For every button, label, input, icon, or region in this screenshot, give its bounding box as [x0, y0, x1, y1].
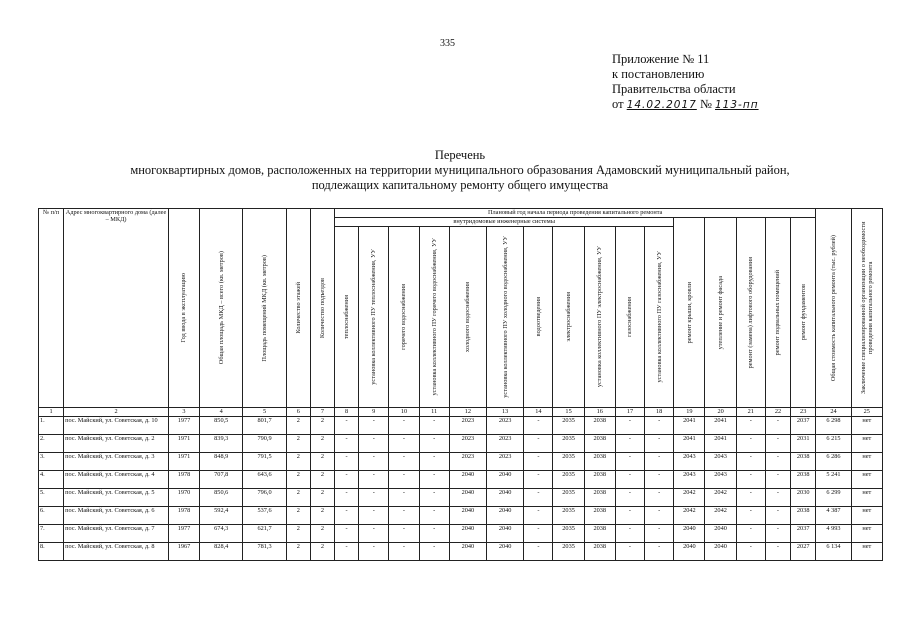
table-cell: 2: [310, 525, 334, 543]
table-cell: 707,8: [200, 471, 243, 489]
address-cell: пос. Майский, ул. Советская, д. 3: [64, 453, 169, 471]
table-cell: -: [765, 417, 790, 435]
table-cell: нет: [851, 507, 882, 525]
header-pu-heating: установка коллективного ПУ теплоснабжения, УУ: [359, 227, 389, 408]
table-cell: 2042: [705, 489, 736, 507]
column-number-cell: 10: [389, 408, 419, 417]
header-conclusion: Заключение специализированной организации о необходимости проведения капитального ремонта: [851, 209, 882, 408]
table-cell: -: [389, 525, 419, 543]
table-cell: 674,3: [200, 525, 243, 543]
column-number-cell: 4: [200, 408, 243, 417]
table-cell: 2043: [705, 471, 736, 489]
table-cell: 4 387: [816, 507, 851, 525]
table-cell: -: [419, 417, 449, 435]
header-heating: теплоснабжения: [335, 227, 359, 408]
table-cell: 2: [286, 543, 310, 561]
table-cell: -: [524, 417, 553, 435]
table-cell: -: [765, 489, 790, 507]
table-cell: 2: [310, 435, 334, 453]
table-cell: -: [736, 525, 765, 543]
table-row: [39, 453, 883, 471]
table-cell: -: [419, 543, 449, 561]
table-cell: 791,5: [243, 453, 286, 471]
table-cell: 2: [286, 471, 310, 489]
table-cell: -: [736, 453, 765, 471]
table-cell: 2038: [791, 507, 816, 525]
table-cell: 790,9: [243, 435, 286, 453]
table-cell: 537,6: [243, 507, 286, 525]
table-cell: -: [615, 417, 644, 435]
address-cell: пос. Майский, ул. Советская, д. 7: [64, 525, 169, 543]
number-value: 113-пп: [715, 99, 759, 111]
table-cell: 2041: [705, 417, 736, 435]
table-cell: -: [335, 471, 359, 489]
table-row: [39, 417, 883, 435]
table-cell: -: [359, 471, 389, 489]
table-cell: 2042: [674, 507, 705, 525]
table-cell: -: [736, 507, 765, 525]
table-cell: -: [524, 525, 553, 543]
header-year: Год ввода в эксплуатацию: [168, 209, 199, 408]
header-basement: ремонт подвальных помещений: [765, 218, 790, 408]
header-entrances: Количество подъездов: [310, 209, 334, 408]
table-cell: 2023: [449, 435, 486, 453]
column-number-cell: 16: [584, 408, 615, 417]
table-cell: -: [419, 489, 449, 507]
header-facade: утепление и ремонт фасада: [705, 218, 736, 408]
table-cell: 4.: [39, 471, 64, 489]
table-cell: 850,5: [200, 417, 243, 435]
table-cell: 848,9: [200, 453, 243, 471]
table-cell: -: [419, 471, 449, 489]
table-cell: -: [359, 525, 389, 543]
table-cell: 2040: [487, 525, 524, 543]
table-cell: 643,6: [243, 471, 286, 489]
table-cell: 2: [310, 453, 334, 471]
table-cell: -: [524, 543, 553, 561]
column-number-cell: 8: [335, 408, 359, 417]
header-cost: Общая стоимость капитального ремонта (тыс. рублей): [816, 209, 851, 408]
column-number-cell: 22: [765, 408, 790, 417]
table-cell: 2.: [39, 435, 64, 453]
table-row: [39, 543, 883, 561]
table-cell: 621,7: [243, 525, 286, 543]
table-cell: 1978: [168, 471, 199, 489]
table-cell: 2040: [705, 543, 736, 561]
table-cell: 2035: [553, 435, 584, 453]
table-cell: 1967: [168, 543, 199, 561]
table-cell: 796,0: [243, 489, 286, 507]
table-cell: нет: [851, 417, 882, 435]
table-cell: -: [645, 435, 674, 453]
header-foundation: ремонт фундаментов: [791, 218, 816, 408]
appendix-block: [612, 52, 759, 113]
table-cell: 6 286: [816, 453, 851, 471]
table-cell: 2: [286, 435, 310, 453]
table-cell: 850,6: [200, 489, 243, 507]
document-title: [60, 148, 860, 193]
table-cell: -: [419, 435, 449, 453]
table-cell: 839,3: [200, 435, 243, 453]
table-cell: нет: [851, 489, 882, 507]
header-roof: ремонт крыши, кровли: [674, 218, 705, 408]
table-cell: -: [765, 507, 790, 525]
table-cell: -: [765, 435, 790, 453]
table-cell: 2038: [584, 543, 615, 561]
table-cell: -: [359, 543, 389, 561]
table-cell: 2027: [791, 543, 816, 561]
title-line-3: подлежащих капитальному ремонту общего имущества: [311, 178, 609, 192]
table-cell: 2038: [791, 453, 816, 471]
table-cell: 2023: [449, 453, 486, 471]
table-cell: 2040: [487, 507, 524, 525]
table-cell: 2023: [449, 417, 486, 435]
column-number-cell: 11: [419, 408, 449, 417]
table-cell: 2: [310, 489, 334, 507]
table-cell: 5.: [39, 489, 64, 507]
table-cell: -: [335, 525, 359, 543]
table-cell: 6 134: [816, 543, 851, 561]
table-cell: 781,3: [243, 543, 286, 561]
table-cell: 1971: [168, 453, 199, 471]
table-cell: -: [419, 507, 449, 525]
table-cell: -: [389, 417, 419, 435]
table-cell: 2042: [674, 489, 705, 507]
address-cell: пос. Майский, ул. Советская, д. 2: [64, 435, 169, 453]
table-cell: 2040: [487, 471, 524, 489]
appendix-line-3: Правительства области: [612, 82, 736, 96]
header-premises-area: Площадь помещений МКД (кв. метров): [243, 209, 286, 408]
column-number-cell: 21: [736, 408, 765, 417]
table-cell: -: [335, 507, 359, 525]
table-cell: -: [645, 489, 674, 507]
table-cell: -: [765, 543, 790, 561]
table-cell: -: [359, 453, 389, 471]
table-cell: -: [615, 543, 644, 561]
table-cell: 5 241: [816, 471, 851, 489]
header-elevator: ремонт (замена) лифтового оборудования: [736, 218, 765, 408]
table-cell: 1.: [39, 417, 64, 435]
table-cell: -: [615, 453, 644, 471]
header-gas: газоснабжения: [615, 227, 644, 408]
table-cell: -: [615, 471, 644, 489]
header-planned-year-group: Плановый год начала периода проведения капитального ремонта: [335, 209, 816, 218]
table-cell: 6 299: [816, 489, 851, 507]
table-cell: нет: [851, 543, 882, 561]
table-cell: 2038: [584, 471, 615, 489]
address-cell: пос. Майский, ул. Советская, д. 8: [64, 543, 169, 561]
table-cell: -: [765, 525, 790, 543]
table-cell: нет: [851, 453, 882, 471]
table-cell: 2: [286, 507, 310, 525]
table-cell: 2040: [705, 525, 736, 543]
column-number-cell: 13: [487, 408, 524, 417]
table-row: [39, 489, 883, 507]
table-row: [39, 435, 883, 453]
table-cell: 801,7: [243, 417, 286, 435]
header-pu-cold-water: установка коллективного ПУ холодного водоснабжения, УУ: [487, 227, 524, 408]
header-pu-gas: установка коллективного ПУ газоснабжения, УУ: [645, 227, 674, 408]
table-cell: 2040: [449, 471, 486, 489]
column-number-cell: 20: [705, 408, 736, 417]
table-cell: 2: [286, 489, 310, 507]
table-cell: -: [389, 471, 419, 489]
table-cell: 2043: [674, 453, 705, 471]
column-number-cell: 14: [524, 408, 553, 417]
table-cell: -: [615, 435, 644, 453]
column-number-cell: 18: [645, 408, 674, 417]
table-cell: -: [645, 543, 674, 561]
table-cell: -: [359, 489, 389, 507]
date-prefix: от: [612, 97, 624, 111]
table-cell: -: [389, 543, 419, 561]
header-engineering-group: внутридомовые инженерные системы: [335, 218, 674, 227]
table-cell: 2023: [487, 417, 524, 435]
table-cell: 2035: [553, 489, 584, 507]
table-cell: -: [645, 507, 674, 525]
table-cell: 2035: [553, 507, 584, 525]
table-cell: -: [736, 417, 765, 435]
table-cell: 3.: [39, 453, 64, 471]
table-cell: 2: [286, 453, 310, 471]
table-cell: -: [359, 435, 389, 453]
table-cell: 2: [286, 417, 310, 435]
table-cell: -: [335, 453, 359, 471]
header-hot-water: горячего водоснабжения: [389, 227, 419, 408]
table-cell: 2: [310, 417, 334, 435]
table-cell: -: [736, 489, 765, 507]
table-cell: 2040: [449, 507, 486, 525]
table-cell: 2035: [553, 525, 584, 543]
header-total-area: Общая площадь МКД – всего (кв. метров): [200, 209, 243, 408]
header-address: Адрес многоквартирного дома (далее – МКД): [64, 209, 169, 408]
table-cell: 1971: [168, 435, 199, 453]
table-cell: -: [645, 417, 674, 435]
table-cell: 1977: [168, 417, 199, 435]
table-cell: -: [335, 489, 359, 507]
table-cell: 828,4: [200, 543, 243, 561]
table-cell: -: [765, 471, 790, 489]
column-number-cell: 2: [64, 408, 169, 417]
table-cell: -: [736, 471, 765, 489]
table-cell: -: [765, 453, 790, 471]
header-drainage: водоотведения: [524, 227, 553, 408]
column-number-cell: 23: [791, 408, 816, 417]
title-line-1: Перечень: [434, 148, 486, 162]
table-cell: 6.: [39, 507, 64, 525]
table-cell: -: [524, 453, 553, 471]
table-cell: 2: [310, 471, 334, 489]
title-line-2: многоквартирных домов, расположенных на территории муниципального образования Адамовский муниципальный район,: [130, 163, 790, 177]
column-number-cell: 5: [243, 408, 286, 417]
table-cell: 2041: [674, 417, 705, 435]
buildings-table: [38, 208, 883, 561]
table-cell: 2: [310, 507, 334, 525]
table-cell: -: [335, 543, 359, 561]
address-cell: пос. Майский, ул. Советская, д. 4: [64, 471, 169, 489]
table-cell: -: [389, 507, 419, 525]
table-cell: 2035: [553, 417, 584, 435]
address-cell: пос. Майский, ул. Советская, д. 5: [64, 489, 169, 507]
table-cell: -: [419, 453, 449, 471]
table-cell: -: [645, 471, 674, 489]
address-cell: пос. Майский, ул. Советская, д. 10: [64, 417, 169, 435]
column-number-cell: 24: [816, 408, 851, 417]
table-cell: 2040: [674, 525, 705, 543]
table-cell: 4 993: [816, 525, 851, 543]
header-pu-hot-water: установка коллективного ПУ горячего водоснабжения, УУ: [419, 227, 449, 408]
table-cell: -: [389, 435, 419, 453]
appendix-title: Приложение № 11: [612, 52, 710, 66]
table-cell: 7.: [39, 525, 64, 543]
table-cell: 8.: [39, 543, 64, 561]
table-cell: -: [419, 525, 449, 543]
column-number-cell: 25: [851, 408, 882, 417]
table-cell: 2035: [553, 543, 584, 561]
table-cell: -: [736, 543, 765, 561]
column-number-cell: 3: [168, 408, 199, 417]
column-number-row: [39, 408, 883, 417]
table-cell: 2041: [674, 435, 705, 453]
table-cell: -: [524, 507, 553, 525]
header-floors: Количество этажей: [286, 209, 310, 408]
header-cold-water: холодного водоснабжения: [449, 227, 486, 408]
table-cell: 1977: [168, 525, 199, 543]
column-number-cell: 15: [553, 408, 584, 417]
table-cell: -: [736, 435, 765, 453]
table-cell: -: [645, 453, 674, 471]
table-cell: 2042: [705, 507, 736, 525]
table-cell: 2040: [449, 543, 486, 561]
table-cell: 2037: [791, 417, 816, 435]
table-cell: -: [389, 453, 419, 471]
header-electricity: электроснабжения: [553, 227, 584, 408]
table-cell: 2030: [791, 489, 816, 507]
table-cell: -: [335, 435, 359, 453]
column-number-cell: 1: [39, 408, 64, 417]
header-pu-electricity: установка коллективного ПУ электроснабжения, УУ: [584, 227, 615, 408]
address-cell: пос. Майский, ул. Советская, д. 6: [64, 507, 169, 525]
table-cell: 2035: [553, 471, 584, 489]
column-number-cell: 7: [310, 408, 334, 417]
appendix-line-2: к постановлению: [612, 67, 705, 81]
table-cell: 2040: [449, 525, 486, 543]
table-row: [39, 471, 883, 489]
column-number-cell: 17: [615, 408, 644, 417]
table-cell: 2038: [584, 507, 615, 525]
table-cell: -: [524, 435, 553, 453]
table-cell: -: [524, 489, 553, 507]
table-cell: -: [615, 489, 644, 507]
column-number-cell: 12: [449, 408, 486, 417]
table-cell: -: [359, 417, 389, 435]
table-cell: -: [645, 525, 674, 543]
column-number-cell: 19: [674, 408, 705, 417]
date-value: 14.02.2017: [626, 99, 697, 111]
table-cell: нет: [851, 525, 882, 543]
header-num: № п/п: [39, 209, 64, 408]
table-cell: 2041: [705, 435, 736, 453]
table-cell: нет: [851, 471, 882, 489]
table-cell: 2023: [487, 435, 524, 453]
table-cell: 2038: [584, 489, 615, 507]
table-cell: -: [389, 489, 419, 507]
table-cell: 2: [286, 525, 310, 543]
column-number-cell: 6: [286, 408, 310, 417]
table-cell: 2038: [584, 435, 615, 453]
table-cell: 2040: [449, 489, 486, 507]
number-prefix: №: [699, 97, 712, 111]
table-cell: -: [615, 507, 644, 525]
table-cell: 2040: [674, 543, 705, 561]
table-cell: 2023: [487, 453, 524, 471]
table-cell: 1978: [168, 507, 199, 525]
table-cell: 2037: [791, 525, 816, 543]
table-cell: 592,4: [200, 507, 243, 525]
table-cell: 2040: [487, 543, 524, 561]
table-cell: нет: [851, 435, 882, 453]
table-cell: -: [335, 417, 359, 435]
table-cell: 2038: [584, 453, 615, 471]
table-row: [39, 507, 883, 525]
table-cell: 1970: [168, 489, 199, 507]
table-cell: 2043: [674, 471, 705, 489]
table-cell: 2043: [705, 453, 736, 471]
appendix-date-line: [612, 97, 759, 113]
table-cell: 2040: [487, 489, 524, 507]
table-row: [39, 525, 883, 543]
table-cell: 2038: [584, 417, 615, 435]
page-number: 335: [440, 38, 455, 49]
table-cell: 2035: [553, 453, 584, 471]
table-cell: 2031: [791, 435, 816, 453]
table-cell: 6 298: [816, 417, 851, 435]
table-cell: 2038: [584, 525, 615, 543]
table-cell: -: [524, 471, 553, 489]
table-cell: 6 215: [816, 435, 851, 453]
table-cell: -: [359, 507, 389, 525]
table-cell: 2: [310, 543, 334, 561]
table-cell: -: [615, 525, 644, 543]
column-number-cell: 9: [359, 408, 389, 417]
table-cell: 2038: [791, 471, 816, 489]
